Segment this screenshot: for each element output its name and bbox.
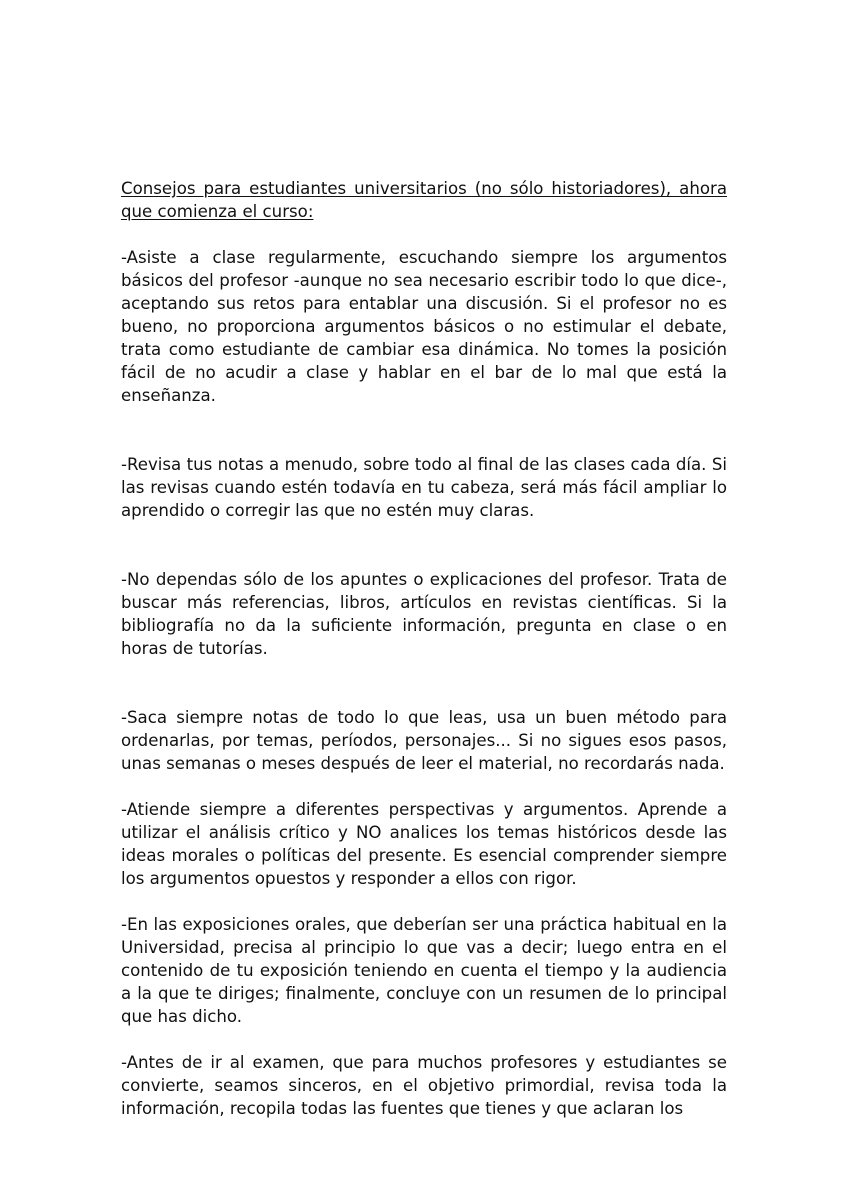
paragraph-oral-presentations: -En las exposiciones orales, que deberían ser una práctica habitual en la Universidad, precisa al principio lo que vas a decir; luego entra en el contenido de tu exposición teniendo en cuenta el tiempo y la audiencia a la que te diriges; finalmente, concluye con un resumen de lo principal que has dicho. (121, 915, 727, 1026)
paragraph-before-exam: -Antes de ir al examen, que para muchos profesores y estudiantes se convierte, seamos sinceros, en el objetivo primordial, revisa toda la información, recopila todas las fuentes que tienes y que aclaran los (121, 1053, 727, 1118)
paragraph-perspectives: -Atiende siempre a diferentes perspectivas y argumentos. Aprende a utilizar el análisis crítico y NO analices los temas históricos desde las ideas morales o políticas del presente. Es esencial comprender siempre los argumentos opuestos y responder a ellos con rigor. (121, 800, 727, 888)
paragraph-review-notes: -Revisa tus notas a menudo, sobre todo al final de las clases cada día. Si las revisas cuando estén todavía en tu cabeza, será más fácil ampliar lo aprendido o corregir las que no estén muy claras. (121, 455, 727, 520)
paragraph-more-references: -No dependas sólo de los apuntes o explicaciones del profesor. Trata de buscar más referencias, libros, artículos en revistas científicas. Si la bibliografía no da la suficiente información, pregunta en clase o en horas de tutorías. (121, 570, 727, 658)
document-title: Consejos para estudiantes universitarios (no sólo historiadores), ahora que comienza el curso: (121, 179, 727, 221)
paragraph-take-notes: -Saca siempre notas de todo lo que leas, usa un buen método para ordenarlas, por temas, períodos, personajes... Si no sigues esos pasos, unas semanas o meses después de leer el material, no recordarás nada. (121, 708, 727, 773)
paragraph-attend-class: -Asiste a clase regularmente, escuchando siempre los argumentos básicos del profesor -aunque no sea necesario escribir todo lo que dice-, aceptando sus retos para entablar una discusión. Si el profesor no es bueno, no proporciona argumentos básicos o no estimular el debate, trata como estudiante de cambiar esa dinámica. No tomes la posición fácil de no acudir a clase y hablar en el bar de lo mal que está la enseñanza. (121, 248, 727, 405)
document-body (121, 177, 727, 1143)
